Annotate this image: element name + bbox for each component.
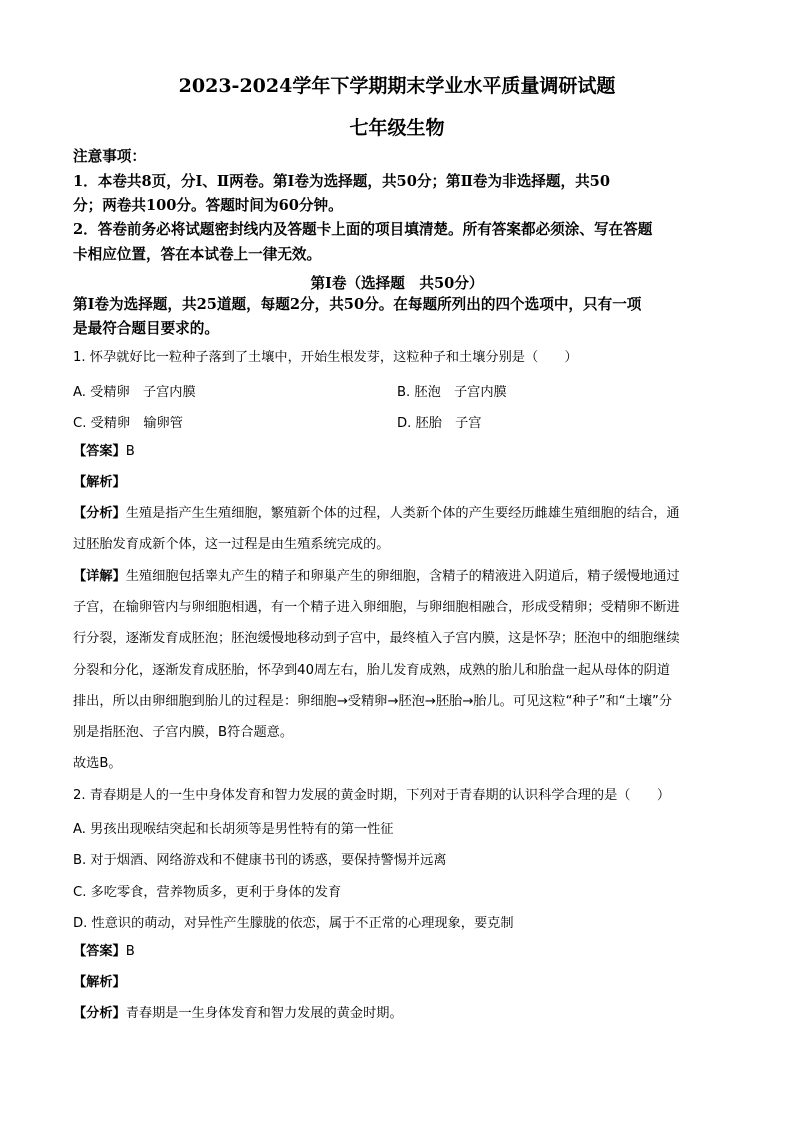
q1-detail-line3: 行分裂，逐渐发育成胚泡；胚泡缓慢地移动到子宫中，最终植入子宫内膜，这是怀孕；胚泡中的细胞继续 [73, 631, 680, 646]
q2-answer-value: B [125, 944, 135, 959]
q1-detail-line2: 子宫，在输卵管内与卵细胞相遇，有一个精子进入卵细胞，与卵细胞相融合，形成受精卵；受精卵不断进 [73, 600, 680, 615]
q1-fenxi-line2: 过胚胎发育成新个体，这一过程是由生殖系统完成的。 [73, 537, 390, 552]
q1-detail-line4: 分裂和分化，逐渐发育成胚胎，怀孕到40周左右，胎儿发育成熟，成熟的胎儿和胎盘一起从母体的阴道 [73, 663, 671, 678]
notes-item1-line2: 分；两卷共100分。答题时间为60分钟。 [73, 197, 343, 214]
q2-fenxi-line1 [73, 1005, 403, 1023]
q1-conclusion: 故选B。 [73, 756, 122, 771]
q1-detail-text1: 生殖细胞包括睾丸产生的精子和卵巢产生的卵细胞，含精子的精液进入阴道后，精子缓慢地通过 [125, 569, 680, 584]
q2-option-c: C. 多吃零食，营养物质多，更利于身体的发育 [73, 885, 342, 900]
notes-item2-line2: 卡相应位置，答在本试卷上一律无效。 [73, 246, 322, 263]
q1-detail-tag: 【详解】 [73, 569, 126, 584]
q2-analysis-row [73, 974, 126, 992]
q2-option-a: A. 男孩出现喉结突起和长胡须等是男性特有的第一性征 [73, 822, 394, 837]
section-title: 第Ⅰ卷（选择题 共50分） [310, 275, 484, 292]
section-intro-line1: 第Ⅰ卷为选择题，共25道题，每题2分，共50分。在每题所列出的四个选项中，只有一项 [73, 296, 642, 313]
page-title: 2023-2024学年下学期期末学业水平质量调研试题 [178, 75, 616, 97]
q1-analysis-tag: 【解析】 [73, 475, 126, 490]
q1-fenxi-line1 [73, 505, 680, 523]
q2-option-b: B. 对于烟酒、网络游戏和不健康书刊的诱惑，要保持警惕并远离 [73, 853, 447, 868]
q2-answer-row [73, 943, 135, 961]
page-subtitle: 七年级生物 [349, 117, 445, 139]
q1-detail-line5: 排出，所以由卵细胞到胎儿的过程是：卵细胞→受精卵→胚泡→胚胎→胎儿。可见这粒“种子”和“土壤”分 [73, 694, 673, 709]
notes-heading: 注意事项： [73, 148, 146, 165]
q1-fenxi-text1: 生殖是指产生生殖细胞，繁殖新个体的过程，人类新个体的产生要经历雌雄生殖细胞的结合，通 [125, 506, 680, 521]
q1-option-d: D. 胚胎 子宫 [397, 416, 482, 431]
notes-item1-line1: 1．本卷共8页，分Ⅰ、Ⅱ两卷。第Ⅰ卷为选择题，共50分；第Ⅱ卷为非选择题，共50 [73, 173, 610, 190]
q1-option-a: A. 受精卵 子宫内膜 [73, 385, 196, 400]
q2-option-d: D. 性意识的萌动，对异性产生朦胧的依恋，属于不正常的心理现象，要克制 [73, 916, 514, 931]
q2-fenxi-tag: 【分析】 [73, 1006, 126, 1021]
notes-item2-line1: 2．答卷前务必将试题密封线内及答题卡上面的项目填清楚。所有答案都必须涂、写在答题 [73, 221, 653, 238]
q1-option-c: C. 受精卵 输卵管 [73, 416, 183, 431]
q1-analysis-row [73, 474, 126, 492]
q1-fenxi-tag: 【分析】 [73, 506, 126, 521]
q2-analysis-tag: 【解析】 [73, 975, 126, 990]
q2-stem: 2. 青春期是人的一生中身体发育和智力发展的黄金时期，下列对于青春期的认识科学合理的是（ ） [73, 788, 671, 803]
q2-fenxi-text1: 青春期是一生身体发育和智力发展的黄金时期。 [125, 1006, 403, 1021]
q1-detail-line6: 别是指胚泡、子宫内膜，B符合题意。 [73, 725, 294, 740]
q2-answer-tag: 【答案】 [73, 944, 126, 959]
q1-stem: 1. 怀孕就好比一粒种子落到了土壤中，开始生根发芽，这粒种子和土壤分别是（ ） [73, 350, 578, 365]
q1-detail-line1 [73, 568, 680, 586]
q1-answer-value: B [125, 444, 135, 459]
section-intro-line2: 是最符合题目要求的。 [73, 320, 219, 337]
q1-option-b: B. 胚泡 子宫内膜 [397, 385, 507, 400]
q1-answer-tag: 【答案】 [73, 444, 126, 459]
q1-answer-row [73, 443, 135, 461]
